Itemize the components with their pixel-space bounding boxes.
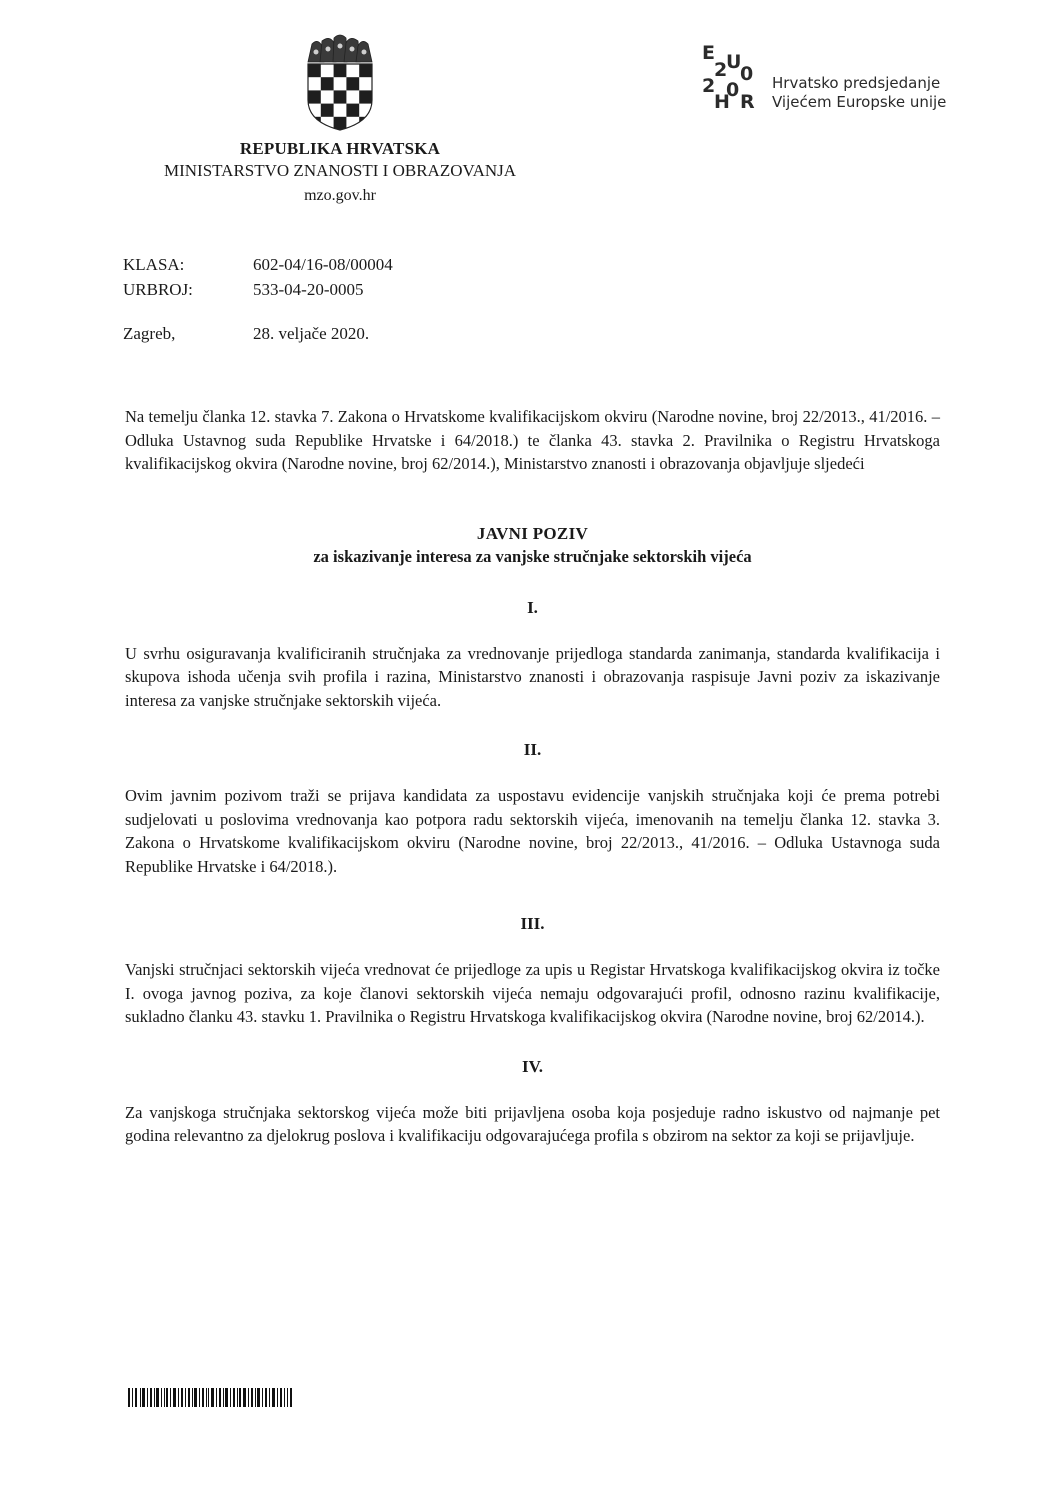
intro-paragraph: Na temelju članka 12. stavka 7. Zakona o Hrvatskome kvalifikacijskom okviru (Narodne novine, broj 22/2013., 41/2016. – Odluka Ustavnog suda Republike Hrvatske i 64/2018.) te članka 43. stavka 2. Pravilnika o Registru Hrvatskoga kvalifikacijskog okvira (Narodne novine, broj 62/2014.), Ministarstvo znanosti i obrazovanja objavljuje sljedeći xyxy=(125,407,940,473)
place-label: Zagreb, xyxy=(123,324,176,343)
document-title xyxy=(125,522,940,568)
ministry-website: mzo.gov.hr xyxy=(304,187,376,204)
eu-presidency-line1: Hrvatsko predsjedanje xyxy=(772,74,941,92)
section-numeral-2: II. xyxy=(523,740,542,759)
eu-presidency-text xyxy=(772,74,946,112)
svg-text:0: 0 xyxy=(740,63,754,85)
section-text-4: Za vanjskoga stručnjaka sektorskog vijeća može biti prijavljena osoba koja posjeduje radno iskustvo od najmanje pet godina relevantno za djelokrug poslova i kvalifikaciju odgovarajućega profila s obzirom na sektor za koji se prijavljuje. xyxy=(125,1102,940,1145)
date-value: 28. veljače 2020. xyxy=(253,324,370,343)
section-numeral-1: I. xyxy=(527,597,538,617)
section-text-2: Ovim javnim pozivom traži se prijava kandidata za uspostavu evidencije vanjskih stručnjaka koji će prema potrebi sudjelovati u poslovima vrednovanja kao potpora radu sektorskih vijeća, imenovanih na temelju članka 12. stavka 3. Zakona o Hrvatskome kvalifikacijskom okviru (Narodne novine, broj 22/2013., 41/2016. – Odluka Ustavnoga suda Republike Hrvatske i 64/2018.). xyxy=(125,786,940,876)
svg-text:E: E xyxy=(702,42,715,64)
klasa-label: KLASA: xyxy=(123,255,185,274)
urbroj-label: URBROJ: xyxy=(123,280,193,299)
croatian-coat-of-arms-icon xyxy=(300,32,380,132)
urbroj-value: 533-04-20-0005 xyxy=(253,280,364,299)
eu-presidency-logo xyxy=(700,42,950,112)
urbroj-row xyxy=(123,277,393,302)
svg-text:2: 2 xyxy=(702,75,716,97)
ministry-name: MINISTARSTVO ZNANOSTI I OBRAZOVANJA xyxy=(163,161,517,180)
barcode-icon xyxy=(128,1388,292,1407)
section-numeral-3: III. xyxy=(520,914,545,933)
document-barcode xyxy=(128,1388,292,1407)
eu-presidency-line2: Vijećem Europske unije xyxy=(772,93,947,111)
title-line1: JAVNI POZIV xyxy=(476,523,589,543)
title-line2: za iskazivanje interesa za vanjske stručnjake sektorskih vijeća xyxy=(313,546,752,566)
eu2020hr-logo-icon xyxy=(700,42,768,110)
svg-text:2: 2 xyxy=(714,59,728,81)
ministry-header xyxy=(100,138,580,210)
svg-text:R: R xyxy=(740,91,755,110)
svg-text:H: H xyxy=(714,91,730,110)
klasa-row xyxy=(123,252,393,277)
svg-text:0: 0 xyxy=(726,79,740,101)
section-numeral-4: IV. xyxy=(522,1056,543,1076)
date-row xyxy=(123,321,393,346)
document-metadata xyxy=(123,252,393,346)
document-body xyxy=(125,405,940,1148)
section-text-1: U svrhu osiguravanja kvalificiranih stručnjaka za vrednovanje prijedloga standarda zanimanja, standarda kvalifikacija i skupova ishoda učenja svih profila i razina, Ministarstvo znanosti i obrazovanja raspisuje Javni poziv za iskazivanje interesa za vanjske stručnjake sektorskih vijeća. xyxy=(125,643,940,710)
country-name: REPUBLIKA HRVATSKA xyxy=(239,139,441,158)
coat-of-arms xyxy=(300,32,380,132)
svg-text:U: U xyxy=(726,51,742,73)
section-text-3: Vanjski stručnjaci sektorskih vijeća vrednovat će prijedloge za upis u Registar Hrvatskoga kvalifikacijskog okvira iz točke I. ovoga javnog poziva, za koje članovi sektorskih vijeća nemaju odgovarajući profil, odnosno razinu kvalifikacije, sukladno članku 43. stavku 1. Pravilnika o Registru Hrvatskoga kvalifikacijskog okvira (Narodne novine, broj 62/2014.). xyxy=(125,960,940,1026)
klasa-value: 602-04/16-08/00004 xyxy=(253,255,393,274)
